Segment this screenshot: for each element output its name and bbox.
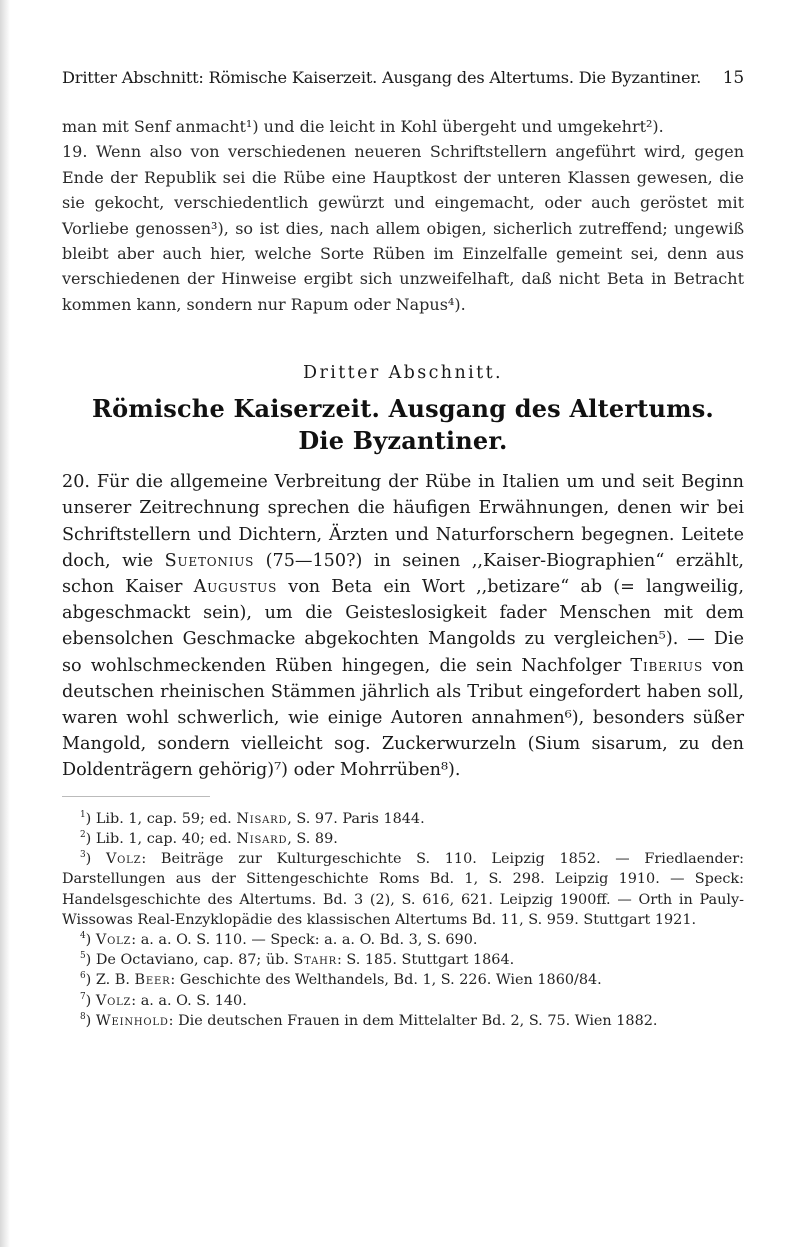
footnote-number: 4 bbox=[80, 931, 86, 942]
footnote-text: : Die deutschen Frauen in dem Mittelalter Bd. 2, S. 75. Wien 1882. bbox=[168, 1012, 658, 1029]
footnote-author: Beer bbox=[134, 972, 171, 989]
running-title: Dritter Abschnitt: Römische Kaiserzeit. Ausgang des Altertums. Die Byzantiner. bbox=[62, 68, 702, 87]
footnote-text: , S. 97. Paris 1844. bbox=[287, 810, 425, 827]
footnote-text: De Octaviano, cap. 87; üb. bbox=[95, 952, 294, 969]
footnote-author: Weinhold bbox=[95, 1012, 169, 1029]
footnote-author: Nisard bbox=[236, 810, 288, 827]
paragraph-20-text-3: von Beta ein Wort ,,betizare“ ab (= langweilig, abgeschmackt sein), um die Geisteslosigkeit fader Menschen mit dem ebensolchen Geschmacke abgekochten Mangolds zu vergleichen⁵). — Die so wohlschmeckenden Rüben hingegen, die sein Nachfolger bbox=[62, 577, 744, 676]
footnote: $^6$) Z. B. Beer: Geschichte des Welthandels, Bd. 1, S. 226. Wien 1860/84. bbox=[80, 971, 602, 989]
paragraph-20-text-4: von deutschen rheinischen Stämmen jährlich als Tribut eingefordert haben soll, waren wohl schwerlich, wie einige Autoren annahmen⁶), besonders süßer Mangold, sondern vielleicht sog. Zuckerwurzeln (Sium sisarum, zu den Doldenträgern gehörig)⁷) oder Mohrrüben⁸). bbox=[62, 655, 744, 781]
footnote: $^8$) Weinhold: Die deutschen Frauen in dem Mittelalter Bd. 2, S. 75. Wien 1882. bbox=[80, 1011, 658, 1029]
footnote: $^2$) Lib. 1, cap. 40; ed. Nisard, S. 89. bbox=[80, 830, 338, 847]
footnote-text: : Beiträge zur Kulturgeschichte S. 110. Leipzig 1852. — Friedlaender: Darstellungen aus der Sittengeschichte Roms Bd. 1, S. 298. Leipzig 1910. — Speck: Handelsgeschichte des Altertums. Bd. 3 (2), S. 616, 621. Leipzig 1900ff. — Orth in Pauly-Wissowas Real-Enzyklopädie des klassischen Altertums Bd. 11, S. 959. Stuttgart 1921. bbox=[62, 851, 744, 928]
footnote-number: 2 bbox=[80, 830, 86, 841]
section-label: Dritter Abschnitt. bbox=[303, 363, 503, 384]
author-augustus: Augustus bbox=[193, 577, 278, 598]
footnote-number: 5 bbox=[80, 951, 86, 962]
paragraph-20-text-2: (75—150?) in seinen ,,Kaiser-Biographien“ erzählt, schon Kaiser bbox=[62, 550, 744, 598]
footnote: $^5$) De Octaviano, cap. 87; üb. Stahr: S. 185. Stuttgart 1864. bbox=[80, 951, 515, 969]
paragraph-20 bbox=[62, 469, 744, 783]
footnote-text: : a. a. O. S. 110. — Speck: a. a. O. Bd. 3, S. 690. bbox=[131, 931, 478, 948]
footnote-text: : Geschichte des Welthandels, Bd. 1, S. 226. Wien 1860/84. bbox=[170, 972, 602, 989]
footnote-text: Lib. 1, cap. 40; ed. bbox=[95, 830, 237, 847]
footnote: $^7$) Volz: a. a. O. S. 140. bbox=[80, 991, 247, 1009]
footnote-author: Stahr bbox=[293, 952, 337, 969]
page-number: 15 bbox=[722, 68, 744, 88]
footnote: $^1$) Lib. 1, cap. 59; ed. Nisard, S. 97. Paris 1844. bbox=[80, 809, 425, 827]
footnote: $^4$) Volz: a. a. O. S. 110. — Speck: a. a. O. Bd. 3, S. 690. bbox=[80, 931, 478, 948]
author-suetonius: Suetonius bbox=[164, 550, 255, 571]
running-header bbox=[62, 68, 744, 88]
footnote-number: 8 bbox=[80, 1011, 86, 1022]
footnote-author: Volz bbox=[95, 931, 132, 948]
section-title bbox=[62, 393, 744, 457]
section-title-line-2: Die Byzantiner. bbox=[298, 426, 508, 456]
footnote-author: Volz bbox=[105, 851, 142, 868]
paragraph-20-text-1: 20. Für die allgemeine Verbreitung der Rübe in Italien um und seit Beginn unserer Zeitrechnung sprechen die häufigen Erwähnungen, denen wir bei Schriftstellern und Dichtern, Ärzten und Naturforschern begegnen. Leitete doch, wie bbox=[62, 472, 744, 571]
body-text-main bbox=[62, 469, 744, 783]
footnote-author: Nisard bbox=[236, 830, 288, 847]
paragraph-continuation: man mit Senf anmacht¹) und die leicht in Kohl übergeht und umgekehrt²). bbox=[62, 117, 664, 136]
footnote-text: Z. B. bbox=[95, 972, 135, 989]
footnote-number: 1 bbox=[80, 809, 86, 820]
footnote-text: : a. a. O. S. 140. bbox=[131, 992, 247, 1009]
footnote-rule bbox=[62, 796, 210, 797]
author-tiberius: Tiberius bbox=[630, 655, 703, 676]
footnote-text: : S. 185. Stuttgart 1864. bbox=[336, 952, 515, 969]
footnotes bbox=[62, 809, 744, 1031]
book-page bbox=[62, 68, 744, 1031]
footnote-text: , S. 89. bbox=[287, 830, 338, 847]
footnote-author: Volz bbox=[95, 992, 132, 1009]
footnote-number: 7 bbox=[80, 991, 86, 1002]
footnote-number: 3 bbox=[80, 850, 86, 861]
footnote-text: Lib. 1, cap. 59; ed. bbox=[95, 810, 237, 827]
section-title-line-1: Römische Kaiserzeit. Ausgang des Altertums. bbox=[92, 394, 714, 424]
page-edge-shadow bbox=[0, 0, 10, 1247]
body-text-top bbox=[62, 114, 744, 317]
footnote: $^3$) Volz: Beiträge zur Kulturgeschichte S. 110. Leipzig 1852. — Friedlaender: Darstellungen aus der Sittengeschichte Roms Bd. 1, S. 298. Leipzig 1910. — Speck: Handelsgeschichte des Altertums. Bd. 3 (2), S. 616, 621. Leipzig 1900ff. — Orth in Pauly-Wissowas Real-Enzyklopädie des klassischen Altertums Bd. 11, S. 959. Stuttgart 1921. bbox=[62, 850, 744, 928]
paragraph-19: 19. Wenn also von verschiedenen neueren Schriftstellern angeführt wird, gegen Ende der Republik sei die Rübe eine Hauptkost der unteren Klassen gewesen, die sie gekocht, verschiedentlich gewürzt und eingemacht, oder auch geröstet mit Vorliebe genossen³), so ist dies, nach allem obigen, sicherlich zutreffend; ungewiß bleibt aber auch hier, welche Sorte Rüben im Einzelfalle gemeint sei, denn aus verschiedenen der Hinweise ergibt sich unzweifelhaft, daß nicht Beta in Betracht kommen kann, sondern nur Rapum oder Napus⁴). bbox=[62, 142, 744, 314]
footnote-number: 6 bbox=[80, 971, 86, 982]
